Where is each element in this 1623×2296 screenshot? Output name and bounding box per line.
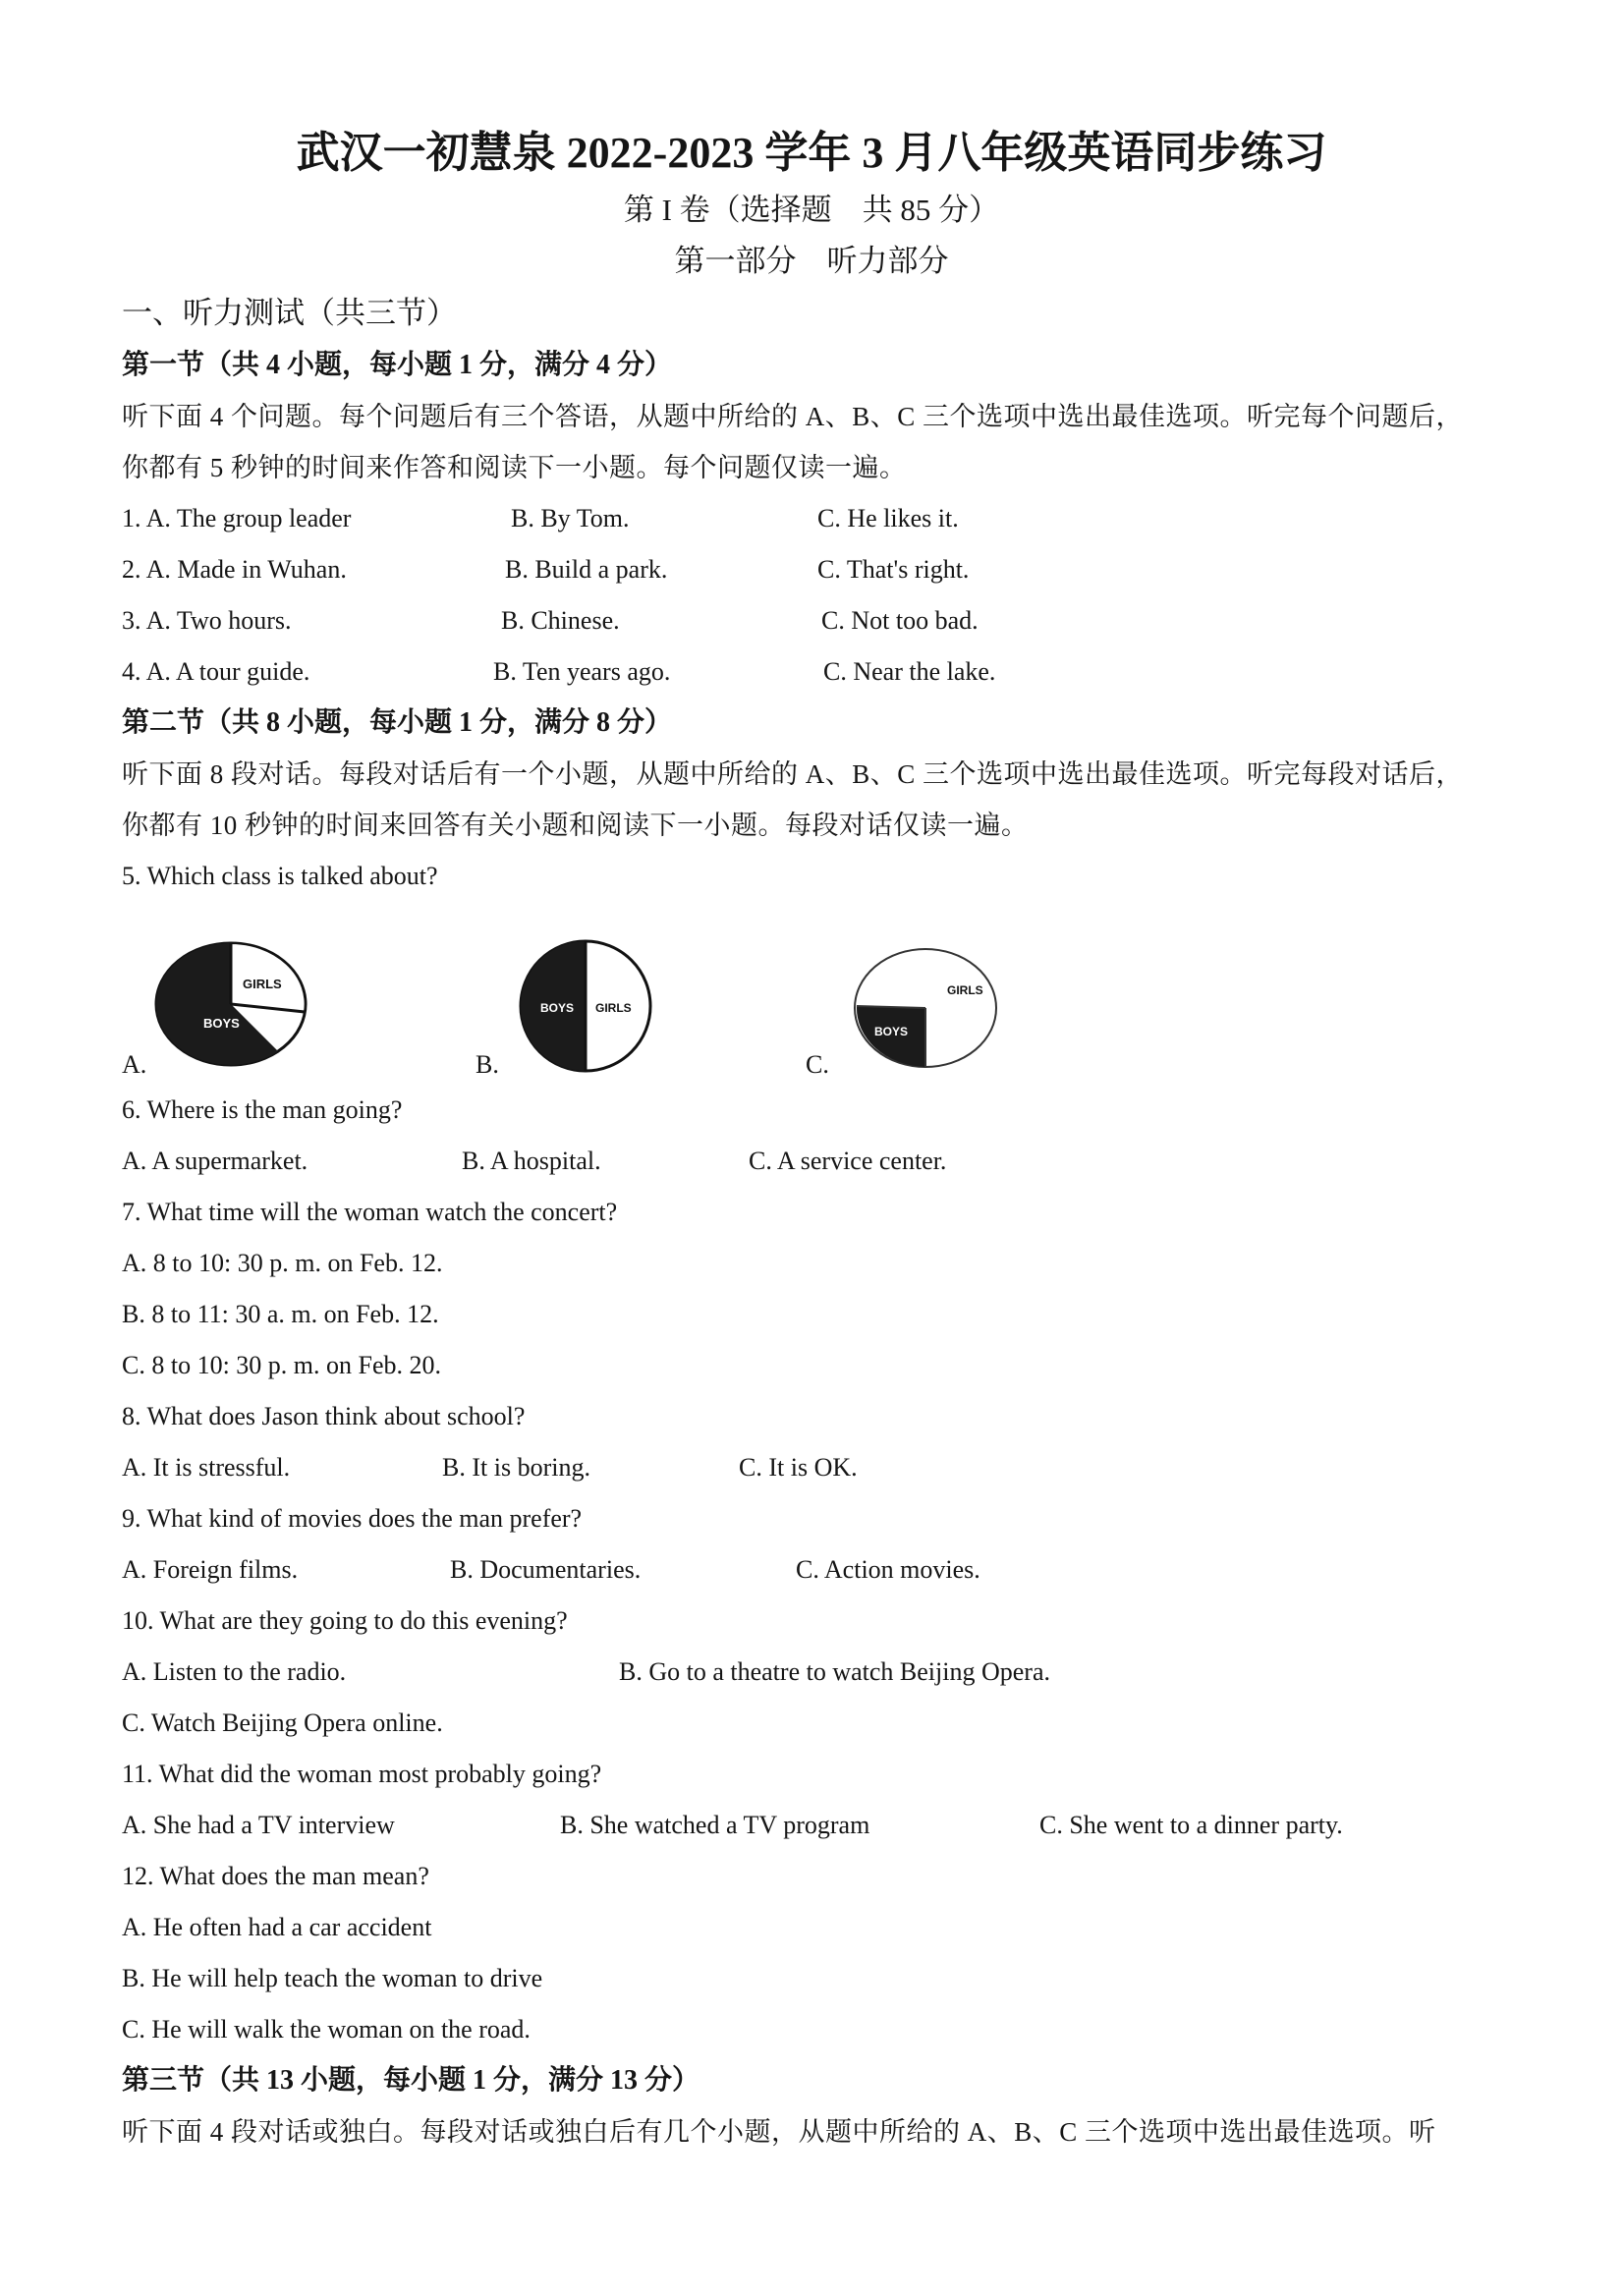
q1-option-a: 1. A. The group leader [122, 504, 352, 532]
q11-option-c: C. She went to a dinner party. [1039, 1811, 1343, 1839]
q6-option-a: A. A supermarket. [122, 1147, 308, 1175]
q7-option-b: B. 8 to 11: 30 a. m. on Feb. 12. [122, 1300, 439, 1328]
part3-instruction-1: 听下面 4 段对话或独白。每段对话或独白后有几个小题，从题中所给的 A、B、C 三个选项中选出最佳选项。听 [122, 2117, 1436, 2147]
q6-option-c: C. A service center. [749, 1147, 947, 1175]
q5-option-c-label: C. [806, 1050, 829, 1079]
q1-option-c: C. He likes it. [817, 504, 959, 532]
volume-heading: 第 I 卷（选择题 共 85 分） [623, 193, 1000, 227]
q2-option-b: B. Build a park. [505, 555, 668, 584]
q12-stem: 12. What does the man mean? [122, 1862, 429, 1890]
question-1 [122, 493, 1501, 544]
q8-stem: 8. What does Jason think about school? [122, 1402, 526, 1430]
q5-pie-options [122, 908, 1501, 1085]
q8-option-a: A. It is stressful. [122, 1453, 291, 1482]
part-heading: 第一部分 听力部分 [674, 244, 949, 278]
q3-option-b: B. Chinese. [501, 606, 620, 635]
part2-instruction-2: 你都有 10 秒钟的时间来回答有关小题和阅读下一小题。每段对话仅读一遍。 [122, 811, 1029, 840]
q10-option-a: A. Listen to the radio. [122, 1657, 347, 1686]
q3-option-a: 3. A. Two hours. [122, 606, 292, 635]
q9-options [122, 1544, 1501, 1596]
part3-heading: 第三节（共 13 小题，每小题 1 分，满分 13 分） [122, 2065, 700, 2096]
q5-stem: 5. Which class is talked about? [122, 862, 438, 890]
question-3 [122, 595, 1501, 646]
q4-option-c: C. Near the lake. [823, 657, 996, 686]
part2-heading: 第二节（共 8 小题，每小题 1 分，满分 8 分） [122, 707, 673, 738]
q10-options-row [122, 1647, 1501, 1698]
q9-option-a: A. Foreign films. [122, 1555, 299, 1584]
q5-pie-a-girls-text: GIRLS [243, 977, 283, 991]
q10-option-c: C. Watch Beijing Opera online. [122, 1708, 443, 1737]
q9-option-b: B. Documentaries. [450, 1555, 642, 1584]
q9-stem: 9. What kind of movies does the man prefer? [122, 1504, 583, 1533]
q5-option-b-label: B. [476, 1050, 499, 1079]
q10-stem: 10. What are they going to do this evening? [122, 1606, 568, 1635]
q2-option-c: C. That's right. [817, 555, 970, 584]
q5-pie-a [152, 933, 319, 1071]
q11-option-a: A. She had a TV interview [122, 1811, 395, 1839]
question-4 [122, 646, 1501, 698]
q7-option-c: C. 8 to 10: 30 p. m. on Feb. 20. [122, 1351, 442, 1379]
q7-option-a: A. 8 to 10: 30 p. m. on Feb. 12. [122, 1249, 443, 1277]
q11-option-b: B. She watched a TV program [560, 1811, 870, 1839]
part1-instruction-2: 你都有 5 秒钟的时间来作答和阅读下一小题。每个问题仅读一遍。 [122, 453, 907, 482]
q5-pie-b-boys-text: BOYS [539, 1001, 574, 1015]
q6-option-b: B. A hospital. [462, 1147, 601, 1175]
q11-options [122, 1800, 1501, 1851]
q5-option-b [476, 931, 806, 1085]
q5-pie-a-boys-text: BOYS [203, 1016, 241, 1031]
q5-pie-b-girls-text: GIRLS [594, 1001, 632, 1015]
q9-option-c: C. Action movies. [796, 1555, 980, 1584]
q1-option-b: B. By Tom. [511, 504, 630, 532]
q5-option-c [806, 937, 1100, 1085]
section-title: 一、听力测试（共三节） [122, 296, 457, 330]
part1-instruction-1: 听下面 4 个问题。每个问题后有三个答语，从题中所给的 A、B、C 三个选项中选出最佳选项。听完每个问题后， [122, 402, 1464, 431]
q3-option-c: C. Not too bad. [821, 606, 979, 635]
q5-pie-c [849, 937, 1006, 1075]
q4-option-b: B. Ten years ago. [493, 657, 671, 686]
q5-pie-b [515, 931, 662, 1079]
exam-title: 武汉一初慧泉 2022-2023 学年 3 月八年级英语同步练习 [296, 129, 1327, 177]
part2-instruction-1: 听下面 8 段对话。每段对话后有一个小题，从题中所给的 A、B、C 三个选项中选出最佳选项。听完每段对话后， [122, 759, 1464, 789]
q8-option-b: B. It is boring. [442, 1453, 590, 1482]
q10-option-b: B. Go to a theatre to watch Beijing Opera. [619, 1657, 1050, 1686]
q12-option-a: A. He often had a car accident [122, 1913, 432, 1941]
q6-stem: 6. Where is the man going? [122, 1095, 403, 1124]
q8-option-c: C. It is OK. [739, 1453, 858, 1482]
question-2 [122, 544, 1501, 595]
part1-heading: 第一节（共 4 小题，每小题 1 分，满分 4 分） [122, 350, 673, 380]
q11-stem: 11. What did the woman most probably going? [122, 1760, 602, 1788]
q12-option-c: C. He will walk the woman on the road. [122, 2015, 531, 2044]
q5-option-a [122, 933, 476, 1085]
q5-pie-c-boys-text: BOYS [873, 1025, 908, 1038]
q4-option-a: 4. A. A tour guide. [122, 657, 310, 686]
q7-stem: 7. What time will the woman watch the concert? [122, 1198, 618, 1226]
q5-option-a-label: A. [122, 1050, 147, 1079]
q5-pie-c-girls-text: GIRLS [946, 983, 983, 997]
q6-options [122, 1136, 1501, 1187]
q2-option-a: 2. A. Made in Wuhan. [122, 555, 347, 584]
q12-option-b: B. He will help teach the woman to drive [122, 1964, 543, 1992]
q8-options [122, 1442, 1501, 1493]
